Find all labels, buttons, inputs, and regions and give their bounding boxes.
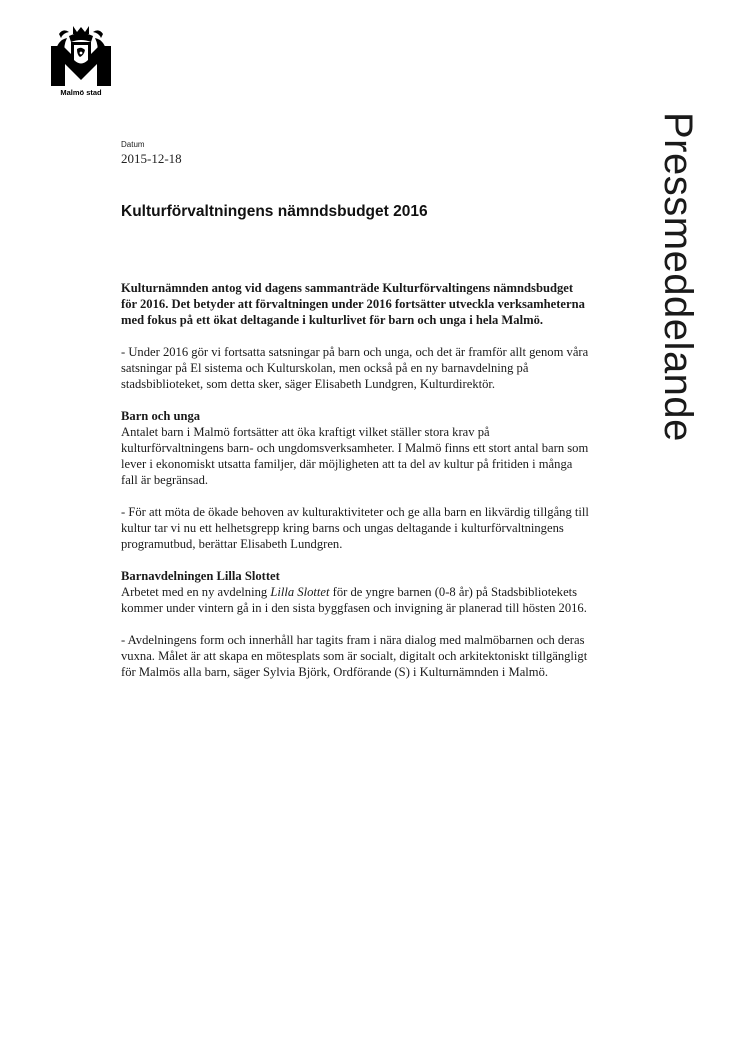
side-title-text: Pressmeddelande <box>656 112 700 442</box>
quote-paragraph: - Avdelningens form och innerhåll har tagits fram i nära dialog med malmöbarnen och deras vuxna. Målet är att skapa en mötesplats som är socialt, digitalt och arkitektoniskt tillgängligt för Malmös alla barn, säger Sylvia Björk, Ordförande (S) i Kulturnämnden i Malmö. <box>121 633 588 679</box>
quote-paragraph: - Under 2016 gör vi fortsatta satsningar på barn och unga, och det är framför allt genom våra satsningar på El sistema och Kulturskolan, men också på en ny barnavdelning på stadsbiblioteket, som detta sker, säger Elisabeth Lundgren, Kulturdirektör. <box>121 345 589 391</box>
logo-text: Malmö stad <box>60 88 102 97</box>
section-heading: Barn och unga <box>121 409 201 423</box>
section-paragraph: Antalet barn i Malmö fortsätter att öka kraftigt vilket ställer stora krav på kulturförvaltningens barn- och ungdomsverksamheter. I Malmö finns ett stort antal barn som lever i ekonomiskt utsatta familjer, där möjligheten att ta del av kultur på fritiden i många fall är begränsad. <box>121 425 589 487</box>
section-heading: Barnavdelningen Lilla Slottet <box>121 569 280 583</box>
press-release-label <box>640 112 700 562</box>
date-value: 2015-12-18 <box>121 151 182 166</box>
quote-paragraph: - För att möta de ökade behoven av kulturaktiviteter och ge alla barn en likvärdig tillgång till kultur tar vi nu ett helhetsgrepp kring barns och ungas deltagande i kulturförvaltningens programutbud, berättar Elisabeth Lundgren. <box>121 505 589 551</box>
logo <box>51 24 111 98</box>
malmo-coat-of-arms-icon <box>51 24 111 86</box>
italic-text-run: Lilla Slottet <box>270 585 330 599</box>
headline: Kulturförvaltningens nämndsbudget 2016 <box>121 203 428 220</box>
date-label: Datum <box>121 140 145 149</box>
article-body <box>121 280 591 680</box>
text-run: för de yngre barnen (0-8 år) på Stadsbibliotekets kommer under vintern gå in i den sista byggfasen och invigning är planerad till hösten 2016. <box>121 585 587 615</box>
section-paragraph <box>121 584 591 616</box>
lead-paragraph: Kulturnämnden antog vid dagens sammanträde Kulturförvaltingens nämndsbudget för 2016. Det betyder att förvaltningen under 2016 fortsätter utveckla verksamheterna med fokus på ett ökat deltagande i kulturlivet för barn och unga i hela Malmö. <box>121 281 585 327</box>
text-run: Arbetet med en ny avdelning <box>121 585 271 599</box>
